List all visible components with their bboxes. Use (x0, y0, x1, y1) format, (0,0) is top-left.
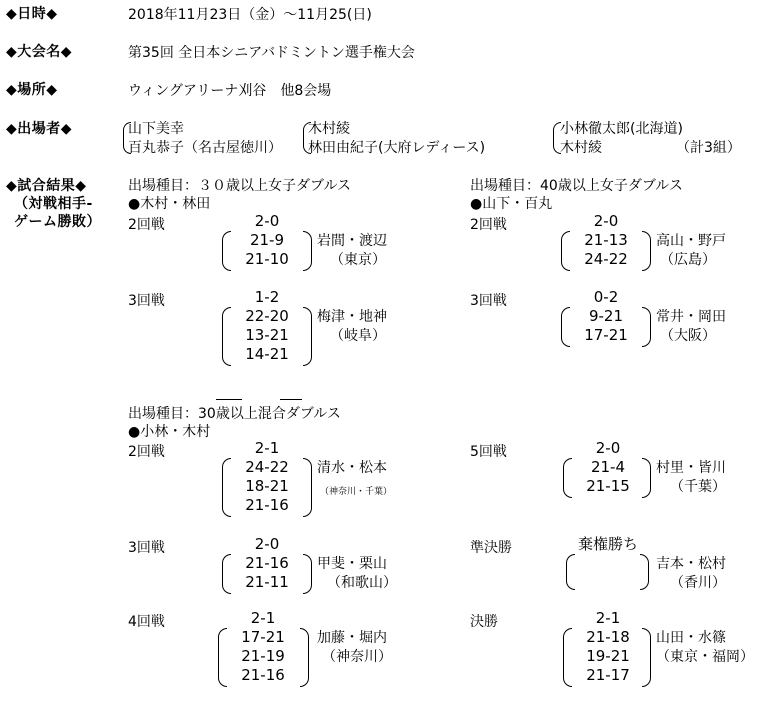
opponent-names: 岩間・渡辺 (317, 233, 387, 249)
game-score: 18-21 (245, 477, 289, 495)
round-label: 2回戦 (128, 444, 165, 460)
event-pair: ●小林・木村 (128, 424, 211, 440)
game-score: 21-4 (590, 458, 626, 476)
match-result: 2-1 (595, 609, 621, 627)
game-score: 21-18 (586, 628, 630, 646)
game-score: 24-22 (584, 250, 628, 268)
game-score: 21-15 (586, 477, 630, 495)
opponent-names: 清水・松本 (317, 460, 387, 476)
game-score: 13-21 (245, 326, 289, 344)
game-score: 22-20 (245, 307, 289, 325)
game-score: 24-22 (245, 458, 289, 476)
bracket-left (566, 554, 575, 590)
opponent-affiliation: （大阪） (660, 328, 716, 344)
round-label: 3回戦 (470, 293, 507, 309)
opponent-affiliation: （千葉） (670, 479, 726, 495)
game-score: 21-13 (584, 231, 628, 249)
participant-1-line1: 山下美幸 (128, 121, 184, 137)
round-label: 準決勝 (470, 540, 512, 556)
participants-label: ◆出場者◆ (6, 121, 73, 137)
game-score: 19-21 (586, 647, 630, 665)
overline-mark (280, 399, 302, 400)
opponent-affiliation: （香川） (670, 575, 726, 591)
event-title: 出場種目：40歳以上女子ダブルス (470, 178, 683, 194)
opponent-names: 梅津・地神 (317, 309, 387, 325)
results-sublabel: （対戦相手- (14, 196, 93, 212)
bracket-right (640, 554, 649, 590)
round-label: 5回戦 (470, 444, 507, 460)
overline-mark (216, 399, 242, 400)
participants-total: （計3組） (676, 140, 741, 156)
game-score: 9-21 (588, 307, 624, 325)
opponent-affiliation: （東京） (330, 252, 386, 268)
round-label: 3回戦 (128, 293, 165, 309)
opponent-names: 山田・水篠 (656, 630, 726, 646)
round-label: 決勝 (470, 614, 498, 630)
opponent-names: 甲斐・栗山 (317, 556, 387, 572)
opponent-names: 加藤・堀内 (317, 630, 387, 646)
event-pair: ●山下・百丸 (470, 196, 553, 212)
round-label: 2回戦 (128, 217, 165, 233)
game-score: 21-9 (249, 231, 285, 249)
game-score: 17-21 (241, 628, 285, 646)
match-result: 0-2 (593, 288, 619, 306)
event-title: 出場種目：３０歳以上女子ダブルス (128, 178, 352, 194)
game-score: 21-19 (241, 647, 285, 665)
match-result: 2-1 (254, 439, 280, 457)
participant-3-line2: 木村綾 (560, 140, 602, 156)
game-score: 14-21 (245, 345, 289, 363)
opponent-names: 常井・岡田 (656, 309, 726, 325)
opponent-names: 村里・皆川 (656, 460, 726, 476)
opponent-affiliation: （和歌山） (327, 575, 397, 591)
opponent-affiliation: （神奈川・千葉） (320, 487, 393, 497)
game-score: 21-10 (245, 250, 289, 268)
round-label: 2回戦 (470, 217, 507, 233)
game-score: 17-21 (584, 326, 628, 344)
participant-2-line1: 木村綾 (308, 121, 350, 137)
date-value: 2018年11月23日（金）～11月25(日) (128, 7, 372, 23)
opponent-affiliation: （神奈川） (322, 649, 392, 665)
game-score: 21-11 (245, 573, 289, 591)
match-result: 1-2 (254, 288, 280, 306)
event-label: ◆大会名◆ (6, 44, 73, 60)
opponent-affiliation: （岐阜） (330, 328, 386, 344)
game-score: 21-17 (586, 666, 630, 684)
opponent-names: 吉本・松村 (656, 556, 726, 572)
match-result: 2-0 (593, 212, 619, 230)
opponent-affiliation: （東京・福岡） (656, 649, 754, 665)
match-result: 2-0 (254, 535, 280, 553)
round-label: 4回戦 (128, 614, 165, 630)
results-sublabel: ゲーム勝敗） (14, 214, 101, 230)
participant-2-line2: 林田由紀子(大府レディース) (308, 140, 486, 156)
game-score: 21-16 (245, 554, 289, 572)
participant-1-line2: 百丸恭子（名古屋徳川） (128, 140, 282, 156)
event-pair: ●木村・林田 (128, 196, 211, 212)
date-label: ◆日時◆ (6, 6, 58, 22)
results-label: ◆試合結果◆ (6, 178, 87, 194)
match-result: 2-1 (250, 609, 276, 627)
round-label: 3回戦 (128, 540, 165, 556)
match-result: 棄権勝ち (577, 535, 638, 553)
participant-3-line1: 小林徹太郎(北海道) (560, 121, 683, 137)
event-title: 出場種目：30歳以上混合ダブルス (128, 406, 341, 422)
opponent-names: 高山・野戸 (656, 233, 726, 249)
match-result: 2-0 (254, 212, 280, 230)
event-value: 第35回 全日本シニアバドミントン選手権大会 (128, 45, 415, 61)
opponent-affiliation: （広島） (660, 252, 716, 268)
game-score: 21-16 (241, 666, 285, 684)
venue-value: ウィングアリーナ刈谷 他8会場 (128, 83, 332, 99)
match-result: 2-0 (595, 439, 621, 457)
game-score: 21-16 (245, 496, 289, 514)
venue-label: ◆場所◆ (6, 82, 58, 98)
